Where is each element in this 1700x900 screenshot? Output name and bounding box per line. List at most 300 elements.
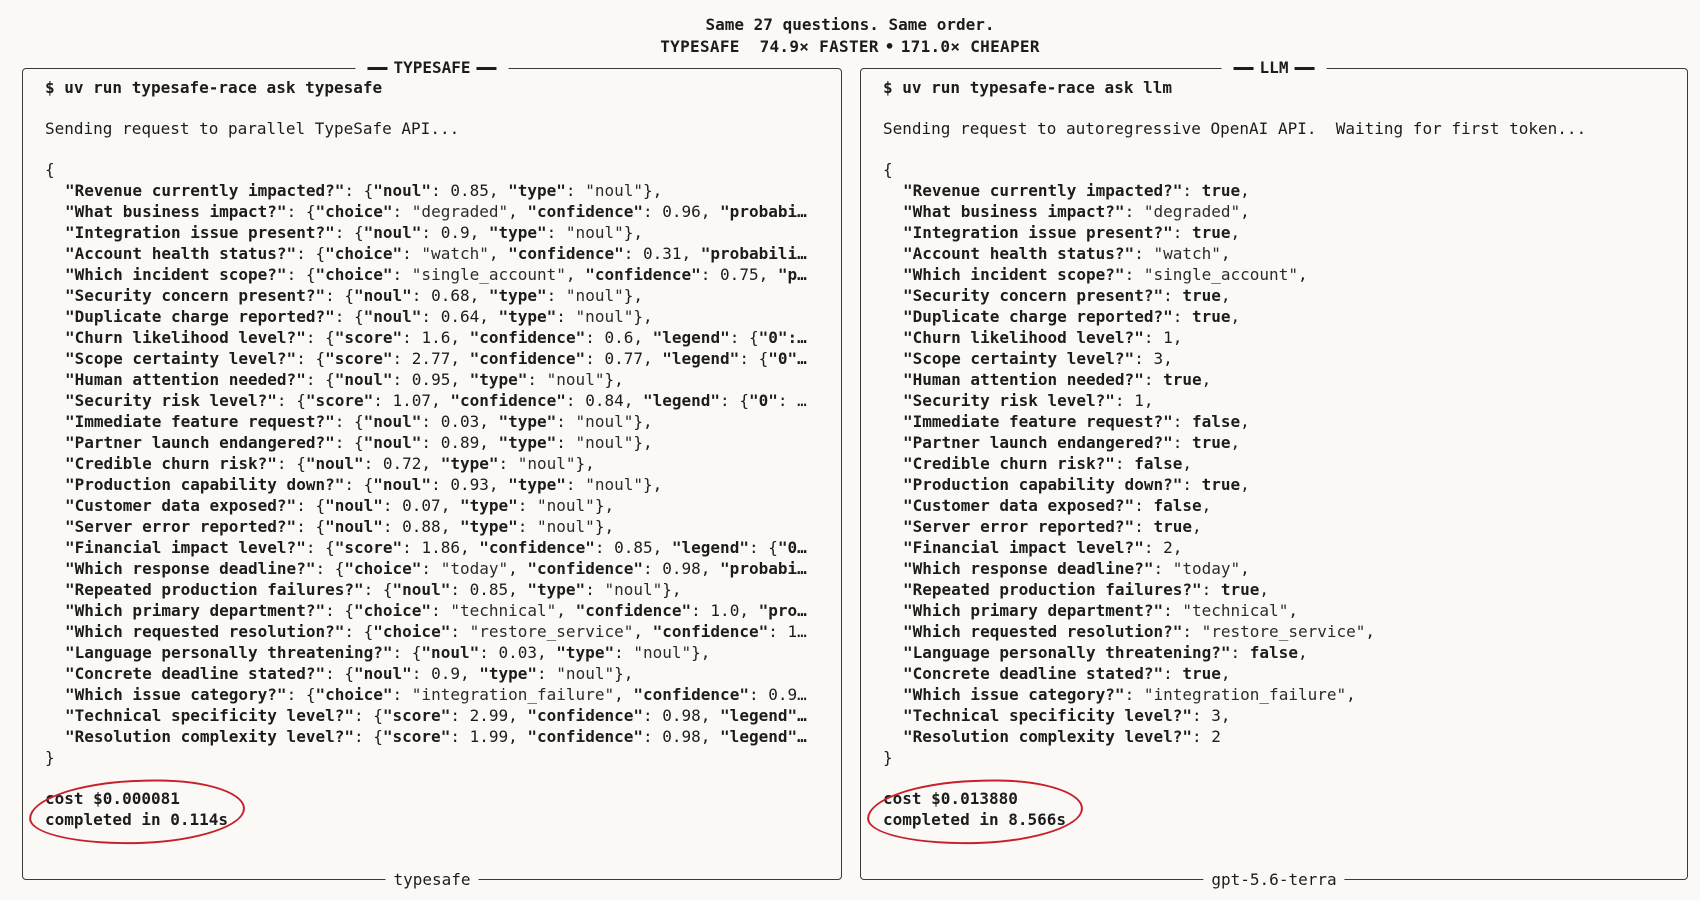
json-punct: :: [556, 307, 576, 326]
json-punct: : {: [739, 349, 769, 368]
json-key: "Which primary department?": [65, 601, 326, 620]
json-punct: : 1,: [1114, 391, 1154, 410]
json-row: [45, 600, 827, 621]
json-key: "Scope certainty level?": [903, 349, 1135, 368]
panel-title: [355, 57, 508, 79]
json-key: "p…: [777, 265, 807, 284]
json-punct: : 0.77,: [585, 349, 663, 368]
json-key: "noul": [373, 181, 432, 200]
json-key: "Security concern present?": [65, 286, 326, 305]
json-output: [45, 159, 827, 768]
json-key: "Scope certainty level?": [65, 349, 297, 368]
json-key: "type": [508, 181, 566, 200]
json-punct: : {: [305, 328, 335, 347]
json-key: "type": [469, 370, 528, 389]
json-punct: :: [1114, 454, 1135, 473]
json-key: "noul": [325, 496, 383, 515]
llm-panel: [860, 58, 1688, 889]
json-punct: : {: [296, 244, 326, 263]
cost-text: cost $0.000081: [45, 789, 180, 808]
json-punct: :: [1230, 643, 1250, 662]
json-key: "Account health status?": [903, 244, 1135, 263]
json-string: "noul": [604, 580, 663, 599]
completed-text: completed in 8.566s: [883, 810, 1067, 829]
json-punct: ,: [1240, 202, 1250, 221]
json-punct: ,: [1201, 496, 1212, 515]
json-punct: :: [1182, 181, 1202, 200]
json-punct: : 2.99,: [450, 706, 528, 725]
panel-footer: gpt-5.6-terra: [1203, 869, 1344, 891]
json-punct: ,: [1191, 517, 1202, 536]
json-punct: ,: [1297, 643, 1308, 662]
json-key: "score": [382, 727, 451, 746]
json-punct: :: [556, 412, 576, 431]
json-row: [45, 285, 827, 306]
json-output: [883, 159, 1673, 768]
json-punct: : 0.89,: [421, 433, 499, 452]
json-key: "confidence": [469, 328, 586, 347]
json-punct: : 0.93,: [431, 475, 509, 494]
json-row: [883, 558, 1673, 579]
json-key: "Repeated production failures?": [903, 580, 1202, 599]
json-row: [883, 537, 1673, 558]
terminal-output: [45, 77, 827, 830]
json-punct: : 0.68,: [411, 286, 489, 305]
json-row: [45, 222, 827, 243]
json-row: [883, 306, 1673, 327]
json-punct: :: [1172, 433, 1192, 452]
json-key: "noul": [363, 307, 422, 326]
json-key: "Which requested resolution?": [65, 622, 345, 641]
json-key: "noul": [363, 223, 422, 242]
json-punct: :: [1163, 664, 1183, 683]
json-punct: : {: [286, 685, 316, 704]
json-close-brace: }: [45, 748, 55, 767]
json-punct: :: [1172, 307, 1192, 326]
json-key: "confidence": [450, 391, 566, 410]
json-key: "confidence": [585, 265, 701, 284]
json-close-brace: }: [883, 748, 893, 767]
json-key: "type": [488, 223, 547, 242]
json-string: "noul": [546, 370, 605, 389]
json-key: "Financial impact level?": [65, 538, 306, 557]
panel-title: [1222, 57, 1327, 79]
json-boolean: true: [1191, 307, 1231, 326]
json-row: [45, 348, 827, 369]
json-key: "type": [556, 643, 615, 662]
json-key: "type": [508, 475, 566, 494]
json-punct: :: [498, 454, 518, 473]
json-punct: :: [1182, 622, 1202, 641]
json-punct: ,: [1240, 181, 1250, 200]
json-punct: ,: [1240, 412, 1250, 431]
json-string: "noul": [575, 307, 634, 326]
json-key: "type": [479, 664, 538, 683]
json-string: "watch": [1153, 244, 1221, 263]
json-key: "Language personally threatening?": [65, 643, 393, 662]
json-row: [45, 537, 827, 558]
json-key: "legend": [652, 328, 730, 347]
json-row: [883, 453, 1673, 474]
json-punct: : 0.6,: [585, 328, 653, 347]
json-key: "legend": [642, 391, 721, 410]
json-punct: ,: [1230, 307, 1241, 326]
json-string: "noul": [585, 475, 643, 494]
json-key: "pro…: [758, 601, 807, 620]
json-boolean: true: [1182, 286, 1221, 305]
json-key: "What business impact?": [903, 202, 1125, 221]
json-punct: :: [1134, 496, 1154, 515]
json-punct: : {: [296, 496, 326, 515]
json-key: "confidence": [633, 685, 749, 704]
json-punct: : 0.75,: [700, 265, 778, 284]
json-punct: :: [565, 181, 586, 200]
json-punct: },: [662, 580, 682, 599]
json-key: "choice": [344, 559, 422, 578]
json-row: [883, 642, 1673, 663]
json-string: "technical": [1182, 601, 1289, 620]
json-row: [45, 306, 827, 327]
json-row: [45, 180, 827, 201]
json-string: "noul": [633, 643, 692, 662]
json-punct: ,: [1201, 370, 1212, 389]
json-punct: : {: [334, 223, 364, 242]
json-key: "Customer data exposed?": [65, 496, 297, 515]
json-string: "noul": [585, 181, 643, 200]
json-row: [45, 327, 827, 348]
json-key: "Server error reported?": [903, 517, 1135, 536]
header-brand: TYPESAFE: [660, 37, 740, 56]
json-punct: : 0.85,: [450, 580, 528, 599]
json-row: [45, 705, 827, 726]
json-key: "type": [498, 433, 557, 452]
json-punct: },: [623, 223, 643, 242]
json-punct: : 0.85,: [594, 538, 672, 557]
json-key: "score": [334, 538, 403, 557]
json-row: [45, 642, 827, 663]
header-line2: [0, 36, 1700, 58]
json-row: [883, 726, 1673, 747]
json-punct: :: [1124, 202, 1144, 221]
title-dash-icon: [1294, 67, 1314, 70]
status-message: Sending request to parallel TypeSafe API...: [45, 119, 460, 138]
json-key: "Security risk level?": [903, 391, 1115, 410]
json-key: "Duplicate charge reported?": [65, 307, 335, 326]
json-punct: ,: [1259, 580, 1270, 599]
json-key: "Partner launch endangered?": [903, 433, 1173, 452]
json-punct: : {: [325, 664, 354, 683]
json-row: [45, 411, 827, 432]
json-string: "watch": [421, 244, 489, 263]
json-boolean: true: [1220, 580, 1260, 599]
json-punct: : {: [286, 202, 316, 221]
title-dash-icon: [1234, 67, 1254, 70]
json-row: [883, 180, 1673, 201]
json-row: [883, 663, 1673, 684]
json-row: [45, 558, 827, 579]
json-key: "0"…: [768, 349, 807, 368]
json-punct: :: [392, 202, 412, 221]
json-punct: : 0.72,: [363, 454, 441, 473]
json-punct: :: [1163, 286, 1183, 305]
json-string: "today": [440, 559, 509, 578]
json-key: "noul": [354, 286, 412, 305]
json-punct: :: [614, 643, 634, 662]
json-boolean: false: [1191, 412, 1241, 431]
json-key: "choice": [373, 622, 451, 641]
json-punct: },: [594, 496, 615, 515]
json-key: "Churn likelihood level?": [903, 328, 1144, 347]
header-line1: Same 27 questions. Same order.: [705, 15, 995, 34]
json-punct: : {: [392, 643, 422, 662]
json-punct: : 0.88,: [382, 517, 460, 536]
json-key: "0": [748, 391, 778, 410]
json-punct: : 0.98,: [642, 559, 721, 578]
json-row: [883, 705, 1673, 726]
json-punct: },: [633, 307, 653, 326]
json-punct: : 0.85,: [431, 181, 509, 200]
json-key: "Immediate feature request?": [903, 412, 1173, 431]
terminal-output: [883, 77, 1673, 830]
json-punct: : 0.9,: [421, 223, 489, 242]
json-key: "type": [459, 496, 518, 515]
json-punct: : {: [305, 538, 335, 557]
json-key: "noul": [325, 517, 383, 536]
json-key: "confidence": [527, 202, 643, 221]
json-key: "Partner launch endangered?": [65, 433, 335, 452]
json-key: "noul": [363, 412, 422, 431]
json-punct: : {: [334, 307, 364, 326]
json-key: "legend"…: [720, 727, 807, 746]
json-key: "legend": [662, 349, 740, 368]
json-key: "Which issue category?": [903, 685, 1125, 704]
json-punct: : 0.07,: [382, 496, 460, 515]
json-punct: },: [642, 181, 663, 200]
json-row: [45, 684, 827, 705]
json-punct: ,: [1346, 685, 1356, 704]
json-punct: : 1.99,: [450, 727, 528, 746]
json-punct: :: [1124, 685, 1144, 704]
json-key: "type": [527, 580, 586, 599]
json-punct: : {: [344, 475, 374, 494]
json-punct: ,: [488, 244, 509, 263]
json-key: "Revenue currently impacted?": [65, 181, 345, 200]
json-punct: : 0.98,: [642, 706, 721, 725]
json-key: "Which response deadline?": [903, 559, 1154, 578]
completed-text: completed in 0.114s: [45, 810, 229, 829]
json-key: "confidence": [652, 622, 769, 641]
json-punct: ,: [1230, 433, 1241, 452]
json-key: "Which primary department?": [903, 601, 1164, 620]
json-string: "noul": [565, 223, 624, 242]
json-key: "probabi…: [720, 559, 807, 578]
json-row: [45, 390, 827, 411]
json-punct: ,: [508, 202, 528, 221]
json-string: "degraded": [411, 202, 509, 221]
typesafe-panel: [22, 58, 842, 889]
json-punct: : {: [305, 370, 335, 389]
json-key: "score": [305, 391, 374, 410]
header-bullet: •: [884, 37, 895, 56]
json-punct: :: [527, 370, 547, 389]
json-key: "score": [334, 328, 403, 347]
json-row: [883, 495, 1673, 516]
result-summary: [45, 788, 827, 830]
json-string: "noul": [537, 496, 595, 515]
json-string: "noul": [556, 664, 615, 683]
json-string: "noul": [537, 517, 595, 536]
json-boolean: true: [1191, 433, 1231, 452]
json-row: [883, 243, 1673, 264]
title-dash-icon: [367, 67, 387, 70]
json-boolean: true: [1182, 664, 1221, 683]
json-punct: : {: [353, 706, 383, 725]
json-key: "confidence": [575, 601, 692, 620]
json-row: [883, 285, 1673, 306]
json-punct: :: [392, 685, 412, 704]
json-punct: : 3,: [1134, 349, 1173, 368]
json-punct: ,: [614, 685, 634, 704]
json-punct: :: [1153, 559, 1173, 578]
json-punct: : 1,: [1143, 328, 1183, 347]
json-punct: : 2: [1191, 727, 1221, 746]
json-key: "Production capability down?": [65, 475, 345, 494]
json-key: "Human attention needed?": [903, 370, 1144, 389]
json-string: "degraded": [1143, 202, 1241, 221]
json-row: [883, 600, 1673, 621]
json-punct: : {: [353, 727, 383, 746]
json-open-brace: {: [883, 160, 893, 179]
json-row: [45, 264, 827, 285]
result-summary: [883, 788, 1673, 830]
json-punct: },: [575, 454, 595, 473]
json-row: [883, 327, 1673, 348]
json-punct: ,: [1230, 223, 1241, 242]
json-boolean: true: [1201, 181, 1241, 200]
json-punct: : 2,: [1143, 538, 1183, 557]
header-faster: 74.9× FASTER: [759, 37, 879, 56]
json-key: "Duplicate charge reported?": [903, 307, 1173, 326]
json-punct: },: [614, 664, 634, 683]
json-punct: : 0.03,: [479, 643, 557, 662]
json-key: "noul": [363, 433, 422, 452]
title-dash-icon: [477, 67, 497, 70]
json-key: "confidence": [527, 559, 643, 578]
json-boolean: true: [1191, 223, 1231, 242]
json-key: "choice": [315, 202, 393, 221]
json-punct: ,: [1288, 601, 1298, 620]
json-punct: :: [450, 622, 470, 641]
json-string: "today": [1172, 559, 1241, 578]
json-key: "score": [325, 349, 393, 368]
json-key: "Technical specificity level?": [903, 706, 1192, 725]
json-row: [45, 369, 827, 390]
json-punct: ,: [556, 601, 576, 620]
status-message: Sending request to autoregressive OpenAI API. Waiting for first token...: [883, 119, 1587, 138]
json-punct: : {: [363, 580, 393, 599]
json-punct: :: [1134, 517, 1154, 536]
json-key: "Server error reported?": [65, 517, 297, 536]
panel-footer: typesafe: [385, 869, 478, 891]
json-row: [883, 222, 1673, 243]
json-string: "integration_failure": [411, 685, 615, 704]
json-punct: :: [537, 664, 557, 683]
json-key: "Which issue category?": [65, 685, 287, 704]
json-punct: :: [1134, 244, 1154, 263]
json-punct: :: [517, 517, 538, 536]
panel-title-text: LLM: [1259, 58, 1289, 77]
json-punct: ,: [633, 622, 653, 641]
json-punct: : 1.0,: [691, 601, 759, 620]
json-key: "noul": [334, 370, 393, 389]
json-key: "score": [382, 706, 451, 725]
command-line: $ uv run typesafe-race ask llm: [883, 78, 1172, 97]
json-row: [883, 516, 1673, 537]
json-key: "Integration issue present?": [903, 223, 1173, 242]
json-row: [883, 474, 1673, 495]
json-row: [883, 390, 1673, 411]
command-line: $ uv run typesafe-race ask typesafe: [45, 78, 383, 97]
json-row: [883, 684, 1673, 705]
json-punct: : …: [777, 391, 807, 410]
json-punct: : {: [729, 328, 759, 347]
json-punct: : 0.98,: [642, 727, 721, 746]
json-punct: ,: [1240, 559, 1250, 578]
json-key: "Revenue currently impacted?": [903, 181, 1183, 200]
json-punct: ,: [1297, 265, 1308, 284]
json-string: "noul": [575, 433, 634, 452]
json-string: "restore_service": [1201, 622, 1366, 641]
json-boolean: true: [1201, 475, 1241, 494]
json-row: [45, 621, 827, 642]
json-row: [45, 579, 827, 600]
json-punct: ,: [1220, 244, 1231, 263]
json-key: "Credible churn risk?": [903, 454, 1115, 473]
json-punct: : {: [315, 559, 345, 578]
json-key: "confidence": [508, 244, 624, 263]
panel-title-text: TYPESAFE: [393, 58, 471, 77]
json-key: "probabili…: [700, 244, 807, 263]
json-key: "choice": [325, 244, 403, 263]
json-punct: : 0.96,: [642, 202, 721, 221]
json-punct: },: [633, 433, 653, 452]
json-boolean: true: [1163, 370, 1202, 389]
header: [0, 14, 1700, 58]
json-row: [883, 369, 1673, 390]
json-key: "probabi…: [720, 202, 807, 221]
json-punct: : {: [334, 433, 364, 452]
json-key: "Which incident scope?": [903, 265, 1125, 284]
json-punct: : {: [344, 181, 374, 200]
json-punct: : 0.9,: [411, 664, 480, 683]
json-punct: : 3,: [1191, 706, 1231, 725]
json-key: "Immediate feature request?": [65, 412, 335, 431]
json-punct: : 2.77,: [392, 349, 470, 368]
json-punct: ,: [1182, 454, 1192, 473]
json-punct: :: [546, 223, 566, 242]
json-key: "type": [440, 454, 499, 473]
json-punct: ,: [508, 559, 528, 578]
json-punct: : 1.07,: [373, 391, 451, 410]
json-key: "0":…: [758, 328, 807, 347]
json-string: "single_account": [1143, 265, 1298, 284]
json-punct: : {: [325, 286, 354, 305]
json-open-brace: {: [45, 160, 55, 179]
json-punct: : {: [286, 265, 316, 284]
json-key: "confidence": [527, 727, 643, 746]
json-key: "0…: [777, 538, 807, 557]
json-punct: : {: [344, 622, 374, 641]
